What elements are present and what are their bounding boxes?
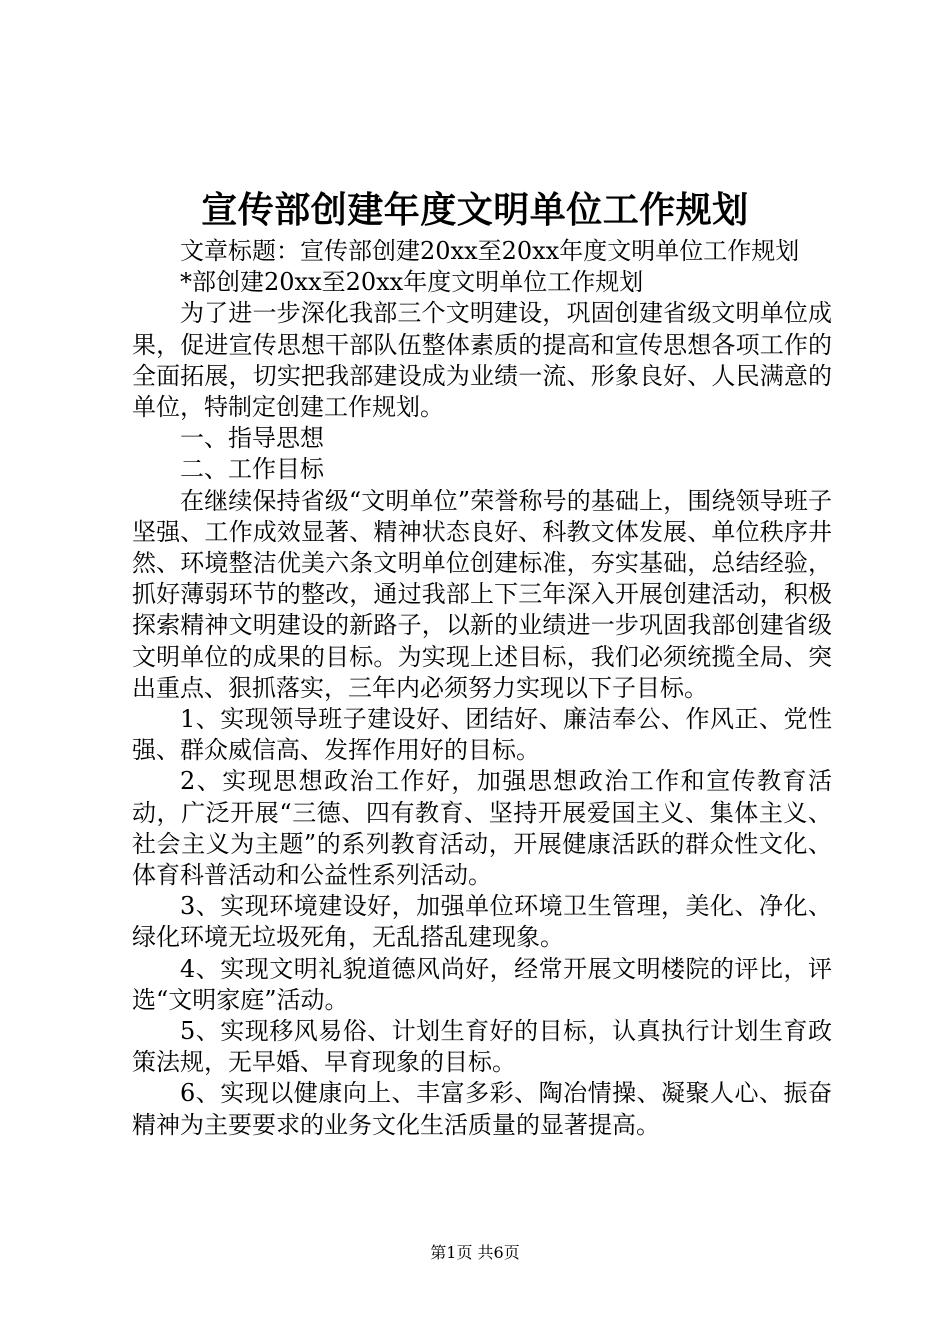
goal-item-6: 6、实现以健康向上、丰富多彩、陶冶情操、凝聚人心、振奋精神为主要要求的业务文化生活质量的显著提高。 xyxy=(132,1079,832,1139)
goal-item-1: 1、实现领导班子建设好、团结好、廉洁奉公、作风正、党性强、群众威信高、发挥作用好的目标。 xyxy=(132,705,832,765)
section-heading-work-goals: 二、工作目标 xyxy=(180,455,324,484)
article-title-line: 文章标题：宣传部创建20xx至20xx年度文明单位工作规划 xyxy=(180,237,800,265)
subtitle-line: *部创建20xx至20xx年度文明单位工作规划 xyxy=(180,268,644,297)
goals-paragraph: 在继续保持省级“文明单位”荣誉称号的基础上，围绕领导班子坚强、工作成效显著、精神状态良好、科教文体发展、单位秩序井然、环境整洁优美六条文明单位创建标准，夯实基础，总结经验，抓好薄弱环节的整改，通过我部上下三年深入开展创建活动，积极探索精神文明建设的新路子，以新的业绩进一步巩固我部创建省级文明单位的成果的目标。为实现上述目标，我们必须统揽全局、突出重点、狠抓落实，三年内必须努力实现以下子目标。 xyxy=(132,486,832,702)
document-body xyxy=(132,236,832,1141)
page-footer: 第1页 共6页 xyxy=(430,1243,520,1262)
goal-item-5: 5、实现移风易俗、计划生育好的目标，认真执行计划生育政策法规，无早婚、早育现象的目标。 xyxy=(132,1017,832,1077)
goal-item-4: 4、实现文明礼貌道德风尚好，经常开展文明楼院的评比，评选“文明家庭”活动。 xyxy=(132,954,832,1014)
section-heading-guiding-thought: 一、指导思想 xyxy=(180,424,324,453)
goal-item-3: 3、实现环境建设好，加强单位环境卫生管理，美化、净化、绿化环境无垃圾死角，无乱搭乱建现象。 xyxy=(132,892,832,952)
intro-paragraph: 为了进一步深化我部三个文明建设，巩固创建省级文明单位成果，促进宣传思想干部队伍整体素质的提高和宣传思想各项工作的全面拓展，切实把我部建设成为业绩一流、形象良好、人民满意的单位，特制定创建工作规划。 xyxy=(132,299,832,422)
goal-item-2: 2、实现思想政治工作好，加强思想政治工作和宣传教育活动，广泛开展“三德、四有教育、坚持开展爱国主义、集体主义、社会主义为主题”的系列教育活动，开展健康活跃的群众性文化、体育科普活动和公益性系列活动。 xyxy=(132,767,832,890)
document-title: 宣传部创建年度文明单位工作规划 xyxy=(201,189,749,231)
